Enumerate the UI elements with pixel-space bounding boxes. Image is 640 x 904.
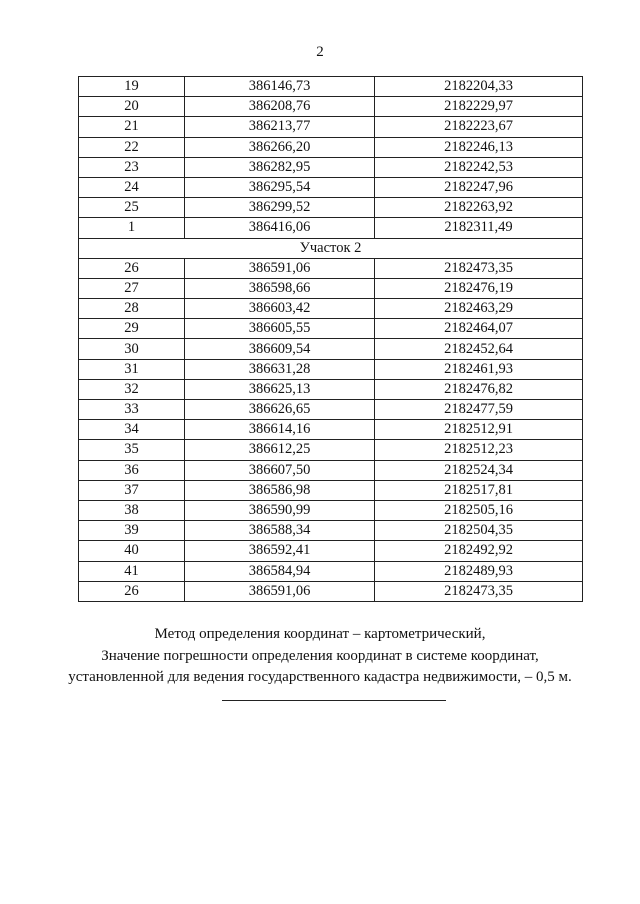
table-row [79,339,583,359]
point-number-cell: 20 [79,97,185,117]
point-number-cell: 38 [79,500,185,520]
x-coordinate-cell: 386612,25 [185,440,375,460]
table-row [79,460,583,480]
x-coordinate-cell: 386299,52 [185,198,375,218]
y-coordinate-cell: 2182512,23 [375,440,583,460]
x-coordinate-cell: 386609,54 [185,339,375,359]
x-coordinate-cell: 386586,98 [185,480,375,500]
table-row [79,319,583,339]
table-row [79,198,583,218]
point-number-cell: 1 [79,218,185,238]
table-row [79,561,583,581]
method-note: Метод определения координат – картометрический, [154,626,486,642]
x-coordinate-cell: 386607,50 [185,460,375,480]
table-row [79,157,583,177]
table-row [79,480,583,500]
point-number-cell: 21 [79,117,185,137]
x-coordinate-cell: 386208,76 [185,97,375,117]
section-title: Участок 2 [79,238,583,258]
table-row [79,521,583,541]
point-number-cell: 23 [79,157,185,177]
y-coordinate-cell: 2182452,64 [375,339,583,359]
accuracy-note-line1: Значение погрешности определения координат в системе координат, [101,647,539,664]
table-row [79,359,583,379]
x-coordinate-cell: 386282,95 [185,157,375,177]
y-coordinate-cell: 2182477,59 [375,400,583,420]
accuracy-note-line2: установленной для ведения государственного кадастра недвижимости, – 0,5 м. [68,669,572,685]
table-row [79,177,583,197]
point-number-cell: 31 [79,359,185,379]
table-body-part2 [79,258,583,601]
point-number-cell: 22 [79,137,185,157]
y-coordinate-cell: 2182473,35 [375,258,583,278]
x-coordinate-cell: 386626,65 [185,400,375,420]
x-coordinate-cell: 386590,99 [185,500,375,520]
y-coordinate-cell: 2182524,34 [375,460,583,480]
table-row [79,278,583,298]
table-row [79,500,583,520]
point-number-cell: 37 [79,480,185,500]
point-number-cell: 28 [79,299,185,319]
point-number-cell: 40 [79,541,185,561]
x-coordinate-cell: 386598,66 [185,278,375,298]
y-coordinate-cell: 2182504,35 [375,521,583,541]
point-number-cell: 26 [79,581,185,601]
table-row [79,218,583,238]
y-coordinate-cell: 2182476,82 [375,379,583,399]
table-row [79,137,583,157]
y-coordinate-cell: 2182461,93 [375,359,583,379]
point-number-cell: 34 [79,420,185,440]
x-coordinate-cell: 386631,28 [185,359,375,379]
x-coordinate-cell: 386588,34 [185,521,375,541]
point-number-cell: 35 [79,440,185,460]
x-coordinate-cell: 386592,41 [185,541,375,561]
x-coordinate-cell: 386625,13 [185,379,375,399]
point-number-cell: 41 [79,561,185,581]
point-number-cell: 19 [79,77,185,97]
y-coordinate-cell: 2182246,13 [375,137,583,157]
x-coordinate-cell: 386591,06 [185,258,375,278]
y-coordinate-cell: 2182476,19 [375,278,583,298]
x-coordinate-cell: 386591,06 [185,581,375,601]
table-row [79,117,583,137]
notes-block [0,624,640,689]
table-row [79,299,583,319]
y-coordinate-cell: 2182223,67 [375,117,583,137]
point-number-cell: 27 [79,278,185,298]
point-number-cell: 33 [79,400,185,420]
x-coordinate-cell: 386603,42 [185,299,375,319]
y-coordinate-cell: 2182489,93 [375,561,583,581]
x-coordinate-cell: 386146,73 [185,77,375,97]
x-coordinate-cell: 386614,16 [185,420,375,440]
y-coordinate-cell: 2182263,92 [375,198,583,218]
point-number-cell: 25 [79,198,185,218]
table-row [79,420,583,440]
table-row [79,379,583,399]
y-coordinate-cell: 2182463,29 [375,299,583,319]
y-coordinate-cell: 2182473,35 [375,581,583,601]
y-coordinate-cell: 2182311,49 [375,218,583,238]
table-row [79,77,583,97]
table-row [79,581,583,601]
coordinates-table [78,76,583,602]
table-row [79,400,583,420]
y-coordinate-cell: 2182512,91 [375,420,583,440]
y-coordinate-cell: 2182204,33 [375,77,583,97]
x-coordinate-cell: 386416,06 [185,218,375,238]
y-coordinate-cell: 2182505,16 [375,500,583,520]
y-coordinate-cell: 2182464,07 [375,319,583,339]
x-coordinate-cell: 386584,94 [185,561,375,581]
point-number-cell: 32 [79,379,185,399]
x-coordinate-cell: 386605,55 [185,319,375,339]
x-coordinate-cell: 386266,20 [185,137,375,157]
x-coordinate-cell: 386213,77 [185,117,375,137]
table-row [79,258,583,278]
point-number-cell: 29 [79,319,185,339]
point-number-cell: 26 [79,258,185,278]
point-number-cell: 39 [79,521,185,541]
point-number-cell: 30 [79,339,185,359]
table-row [79,440,583,460]
y-coordinate-cell: 2182492,92 [375,541,583,561]
table-row [79,541,583,561]
table-row [79,97,583,117]
section-row [79,238,583,258]
y-coordinate-cell: 2182242,53 [375,157,583,177]
y-coordinate-cell: 2182229,97 [375,97,583,117]
table-section-header [79,238,583,258]
point-number-cell: 24 [79,177,185,197]
closing-rule [222,700,446,701]
point-number-cell: 36 [79,460,185,480]
page-number: 2 [316,44,324,60]
y-coordinate-cell: 2182247,96 [375,177,583,197]
table-body-part1 [79,77,583,239]
x-coordinate-cell: 386295,54 [185,177,375,197]
y-coordinate-cell: 2182517,81 [375,480,583,500]
